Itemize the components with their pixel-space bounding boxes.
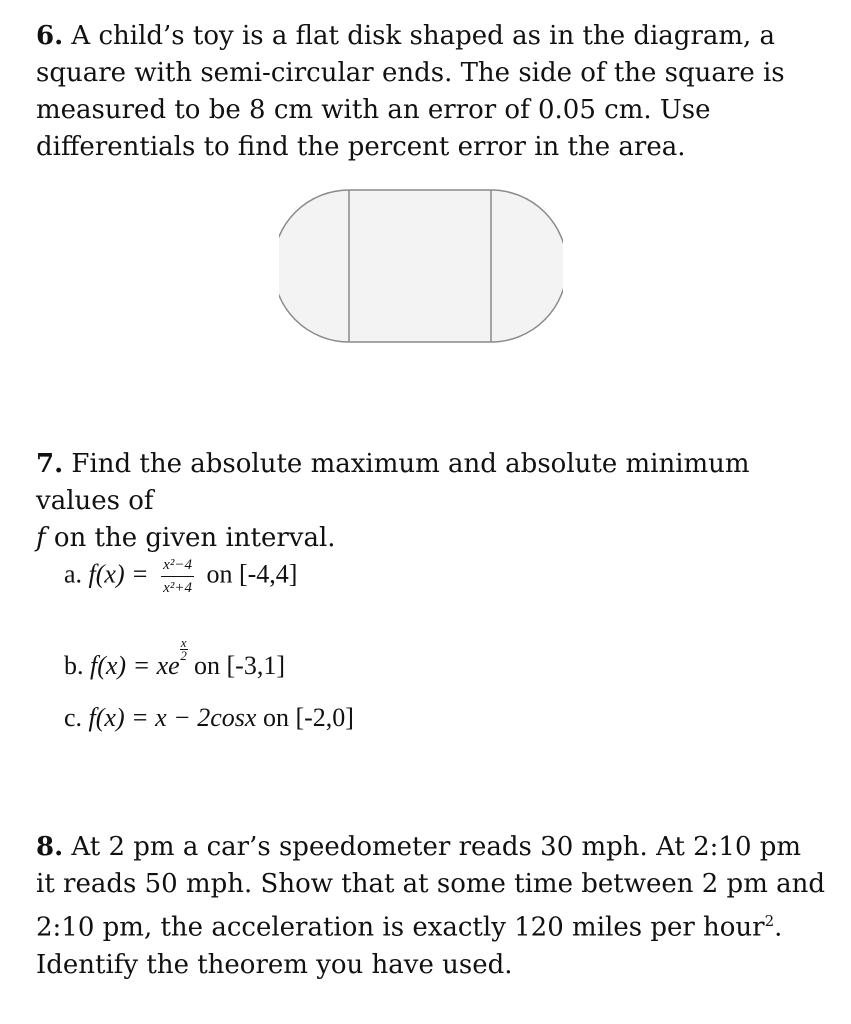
problem-7-intro: Find the absolute maximum and absolute minimum values of bbox=[36, 449, 750, 516]
part-b-lhs: f(x) = xe bbox=[90, 651, 180, 680]
problem-7-text: on the given interval. bbox=[45, 523, 336, 553]
problem-8-number: 8. bbox=[36, 832, 64, 862]
part-a-numerator: x²−4 bbox=[161, 556, 194, 577]
part-b-label: b. bbox=[64, 651, 84, 680]
problem-8 bbox=[36, 829, 826, 984]
problem-7 bbox=[36, 446, 826, 557]
part-a-interval: on [-4,4] bbox=[206, 559, 298, 589]
problem-7-number: 7. bbox=[36, 449, 64, 479]
part-c-label: c. bbox=[64, 703, 83, 732]
problem-8-text: At 2 pm a car’s speedometer reads 30 mph. At 2:10 pm it reads 50 mph. Show that at some time between 2 pm and 2:10 pm, the acceleration is exactly 120 miles per hour bbox=[36, 832, 826, 943]
part-a-label: a. bbox=[64, 559, 83, 589]
problem-6-number: 6. bbox=[36, 21, 64, 51]
part-c bbox=[64, 703, 354, 733]
problem-7-f: f bbox=[36, 523, 46, 553]
disk-diagram bbox=[279, 188, 563, 344]
part-b-exp-den: 2 bbox=[180, 648, 187, 663]
part-a-lhs: f(x) = bbox=[88, 559, 149, 589]
disk-outline bbox=[279, 190, 563, 342]
problem-6-text: A child’s toy is a flat disk shaped as in the diagram, a square with semi-circular ends. The side of the square is measured to be 8 cm with an error of 0.05 cm. Use differentials to find the percent error in the area. bbox=[36, 21, 785, 162]
problem-8-text-after: . Identify the theorem you have used. bbox=[36, 912, 783, 980]
part-b-exp-num: x bbox=[180, 635, 187, 650]
part-b-interval: on [-3,1] bbox=[194, 651, 285, 680]
part-a-fraction bbox=[161, 556, 194, 597]
part-a bbox=[64, 556, 297, 597]
part-a-denominator: x²+4 bbox=[163, 580, 192, 596]
problem-8-superscript: 2 bbox=[764, 912, 775, 930]
part-b-exponent bbox=[180, 637, 188, 662]
part-c-expr: f(x) = x − 2cosx bbox=[88, 703, 257, 732]
part-c-interval: on [-2,0] bbox=[262, 703, 354, 732]
part-b bbox=[64, 637, 285, 681]
problem-6 bbox=[36, 18, 826, 166]
